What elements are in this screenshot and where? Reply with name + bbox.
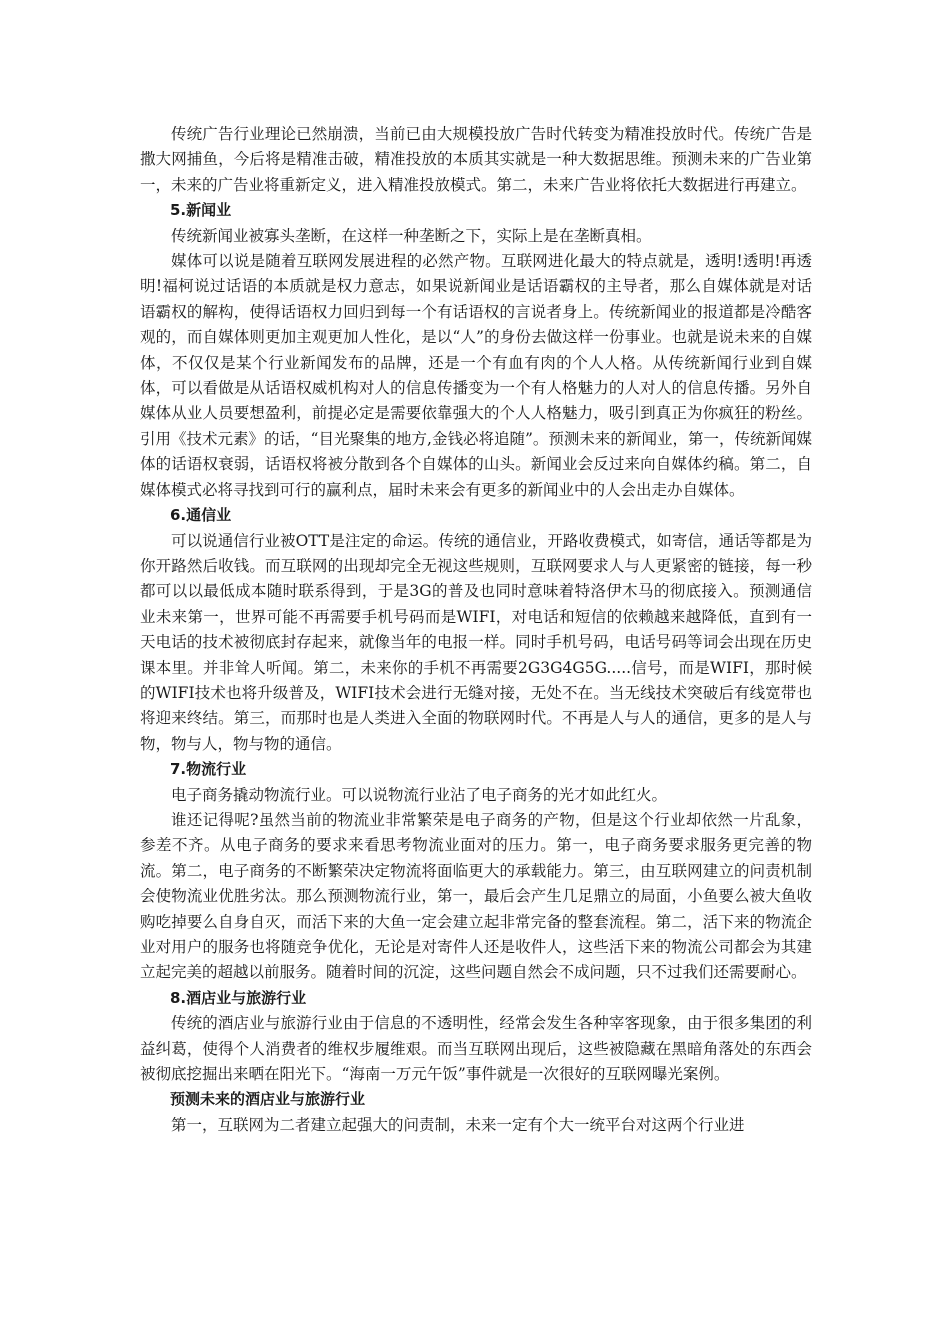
- paragraph-hotel-travel: 传统的酒店业与旅游行业由于信息的不透明性，经常会发生各种宰客现象，由于很多集团的利益纠葛，使得个人消费者的维权步履维艰。而当互联网出现后，这些被隐藏在黑暗角落处的东西会被彻底挖掘出来晒在阳光下。“海南一万元午饭”事件就是一次很好的互联网曝光案例。: [140, 1014, 812, 1084]
- heading-hotel-travel-industry: 8.酒店业与旅游行业: [170, 988, 307, 1007]
- paragraph-advertising-future: 传统广告行业理论已然崩溃，当前已由大规模投放广告时代转变为精准投放时代。传统广告是撒大网捕鱼，今后将是精准击破，精准投放的本质其实就是一种大数据思维。预测未来的广告业第一，未来的广告业将重新定义，进入精准投放模式。第二，未来广告业将依托大数据进行再建立。: [140, 125, 812, 194]
- heading-news-industry: 5.新闻业: [170, 201, 232, 220]
- paragraph-logistics-intro: 电子商务撬动物流行业。可以说物流行业沾了电子商务的光才如此红火。: [171, 785, 668, 804]
- paragraph-self-media: 媒体可以说是随着互联网发展进程的必然产物。互联网进化最大的特点就是，透明!透明!再透明!福柯说过话语的本质就是权力意志，如果说新闻业是话语霸权的主导者，那么自媒体就是对话语霸权的解构，使得话语权力回归到每一个有话语权的言说者身上。传统新闻业的报道都是冷酷客观的，而自媒体则更加主观更加人性化，是以“人”的身份去做这样一份事业。也就是说未来的自媒体，不仅仅是某个行业新闻发布的品牌，还是一个有血有肉的个人人格。从传统新闻行业到自媒体，可以看做是从话语权威机构对人的信息传播变为一个有人格魅力的人对人的信息传播。另外自媒体从业人员要想盈利，前提必定是需要依靠强大的个人人格魅力，吸引到真正为你疯狂的粉丝。引用《技术元素》的话，“目光聚集的地方,金钱必将追随”。预测未来的新闻业，第一，传统新闻媒体的话语权衰弱，话语权将被分散到各个自媒体的山头。新闻业会反过来向自媒体约稿。第二，自媒体模式必将寻找到可行的赢利点，届时未来会有更多的新闻业中的人会出走办自媒体。: [140, 252, 812, 499]
- heading-hotel-travel-forecast: 预测未来的酒店业与旅游行业: [170, 1090, 366, 1109]
- paragraph-hotel-travel-forecast: 第一，互联网为二者建立起强大的问责制，未来一定有个大一统平台对这两个行业进: [171, 1115, 745, 1134]
- paragraph-news-monopoly: 传统新闻业被寡头垄断，在这样一种垄断之下，实际上是在垄断真相。: [171, 226, 652, 245]
- document-page: [140, 122, 812, 1138]
- paragraph-logistics-future: 谁还记得呢?虽然当前的物流业非常繁荣是电子商务的产物，但是这个行业却依然一片乱象，参差不齐。从电子商务的要求来看思考物流业面对的压力。第一，电子商务要求服务更完善的物流。第二，电子商务的不断繁荣决定物流将面临更大的承载能力。第三，由互联网建立的问责机制会使物流业优胜劣汰。那么预测物流行业，第一，最后会产生几足鼎立的局面，小鱼要么被大鱼收购吃掉要么自身自灭，而活下来的大鱼一定会建立起非常完备的整套流程。第二，活下来的物流企业对用户的服务也将随竞争优化，无论是对寄件人还是收件人，这些活下来的物流公司都会为其建立起完美的超越以前服务。随着时间的沉淀，这些问题自然会不成问题，只不过我们还需要耐心。: [140, 810, 812, 982]
- paragraph-telecom: 可以说通信行业被OTT是注定的命运。传统的通信业，开路收费模式，如寄信，通话等都是为你开路然后收钱。而互联网的出现却完全无视这些规则，互联网要求人与人更紧密的链接，每一秒都可以以最低成本随时联系得到，于是3G的普及也同时意味着特洛伊木马的彻底接入。预测通信业未来第一，世界可能不再需要手机号码而是WIFI，对电话和短信的依赖越来越降低，直到有一天电话的技术被彻底封存起来，就像当年的电报一样。同时手机号码，电话号码等词会出现在历史课本里。并非耸人听闻。第二，未来你的手机不再需要2G3G4G5G.....信号，而是WIFI，那时候的WIFI技术也将升级普及，WIFI技术会进行无缝对接，无处不在。当无线技术突破后有线宽带也将迎来终结。第三，而那时也是人类进入全面的物联网时代。不再是人与人的通信，更多的是人与物，物与人，物与物的通信。: [140, 531, 812, 753]
- heading-logistics-industry: 7.物流行业: [170, 760, 247, 779]
- heading-telecom-industry: 6.通信业: [170, 506, 232, 525]
